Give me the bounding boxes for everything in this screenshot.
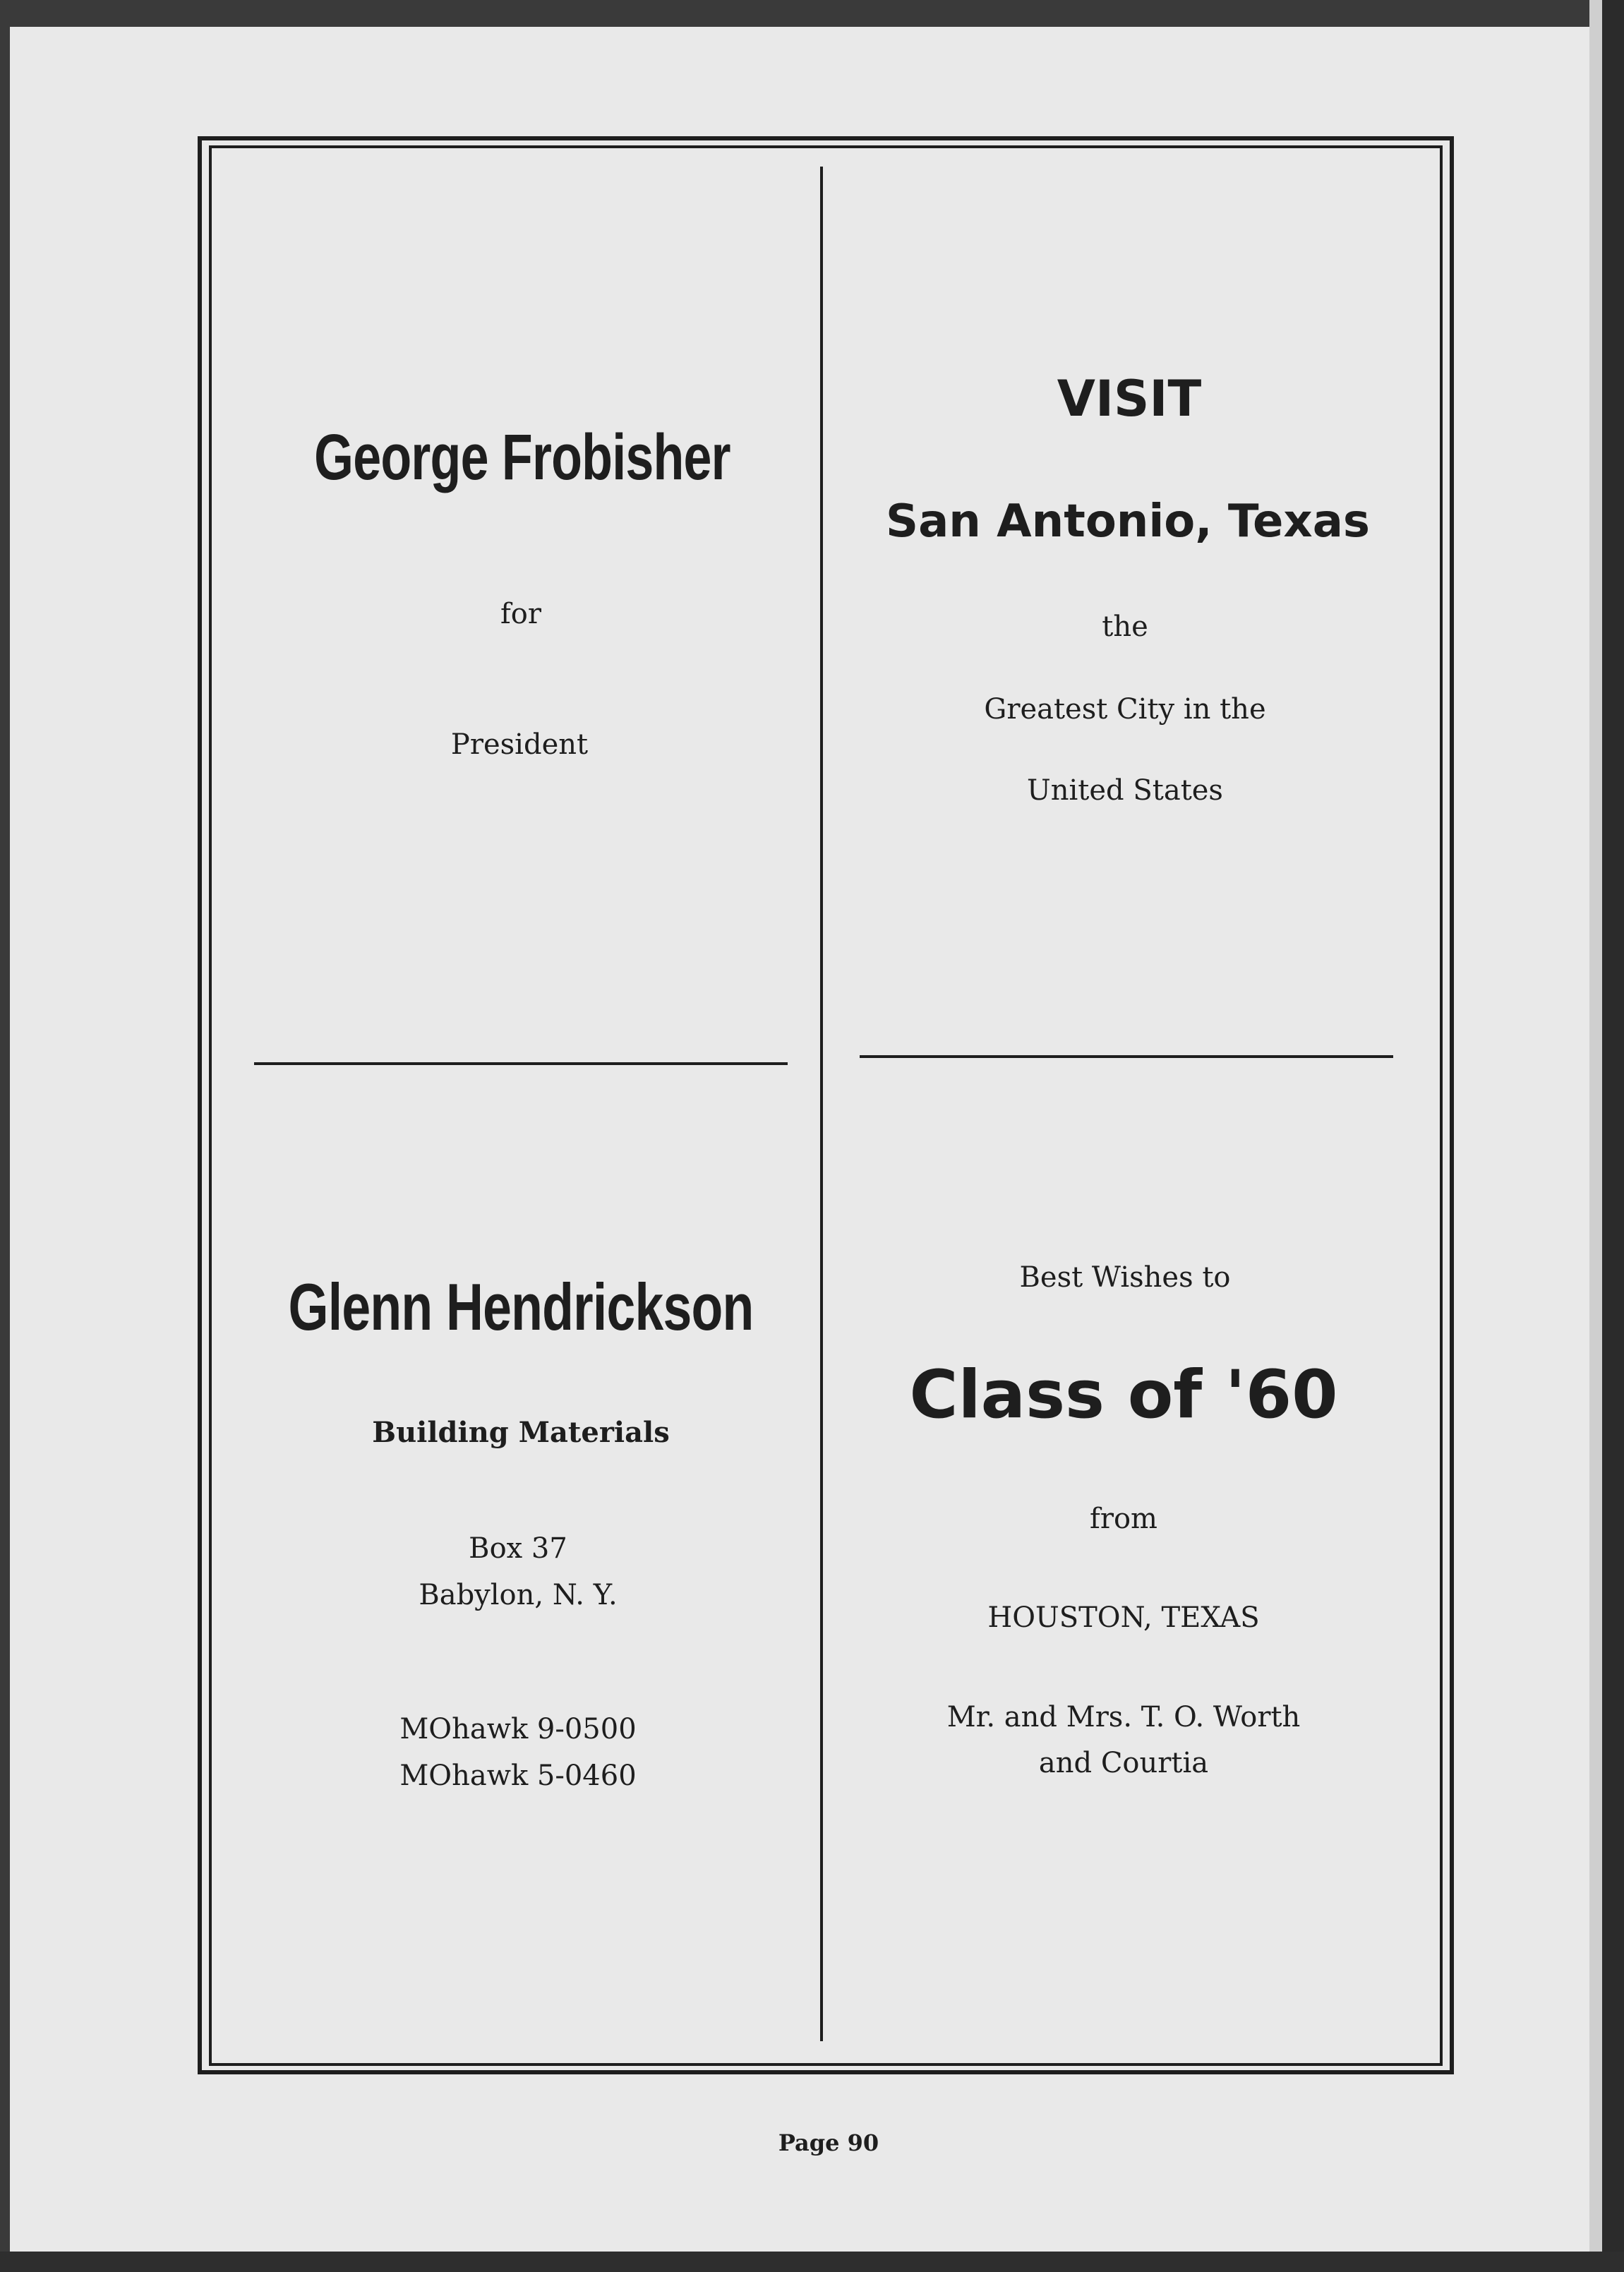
ad-text-line: HOUSTON, TEXAS bbox=[987, 1601, 1260, 1634]
ad-text-line: for bbox=[500, 598, 542, 630]
ad-text-line: and Courtia bbox=[1038, 1747, 1209, 1779]
ad-subtitle: San Antonio, Texas bbox=[886, 495, 1370, 548]
ad-subtitle: Building Materials bbox=[372, 1416, 670, 1449]
right-horizontal-divider bbox=[860, 1055, 1393, 1058]
ad-text-line: Mr. and Mrs. T. O. Worth bbox=[946, 1701, 1301, 1733]
ad-text-line: United States bbox=[1027, 774, 1223, 807]
ad-title: VISIT bbox=[1057, 370, 1202, 428]
ad-text-line: from bbox=[1090, 1503, 1157, 1535]
ad-title: Class of '60 bbox=[909, 1357, 1338, 1433]
ad-address-line: Babylon, N. Y. bbox=[419, 1579, 618, 1611]
ad-text-line: the bbox=[1102, 611, 1148, 643]
vertical-divider bbox=[820, 167, 823, 2041]
ad-title: George Frobisher bbox=[314, 421, 730, 493]
scan-right-edge bbox=[1602, 0, 1624, 2272]
ad-title: Glenn Hendrickson bbox=[288, 1270, 754, 1344]
left-horizontal-divider bbox=[254, 1062, 788, 1065]
page-binding-edge bbox=[1589, 0, 1602, 2272]
ad-text-line: President bbox=[450, 728, 589, 761]
ad-address-line: Box 37 bbox=[469, 1532, 567, 1565]
scan-left-edge bbox=[0, 0, 10, 2272]
scan-bottom-edge bbox=[0, 2252, 1624, 2272]
ad-phone-line: MOhawk 9-0500 bbox=[399, 1713, 637, 1745]
ad-phone-line: MOhawk 5-0460 bbox=[399, 1760, 637, 1792]
ad-text-line: Best Wishes to bbox=[1019, 1261, 1231, 1294]
ad-text-line: Greatest City in the bbox=[984, 693, 1266, 726]
scan-top-edge bbox=[0, 0, 1624, 27]
page-number: Page 90 bbox=[778, 2129, 879, 2156]
